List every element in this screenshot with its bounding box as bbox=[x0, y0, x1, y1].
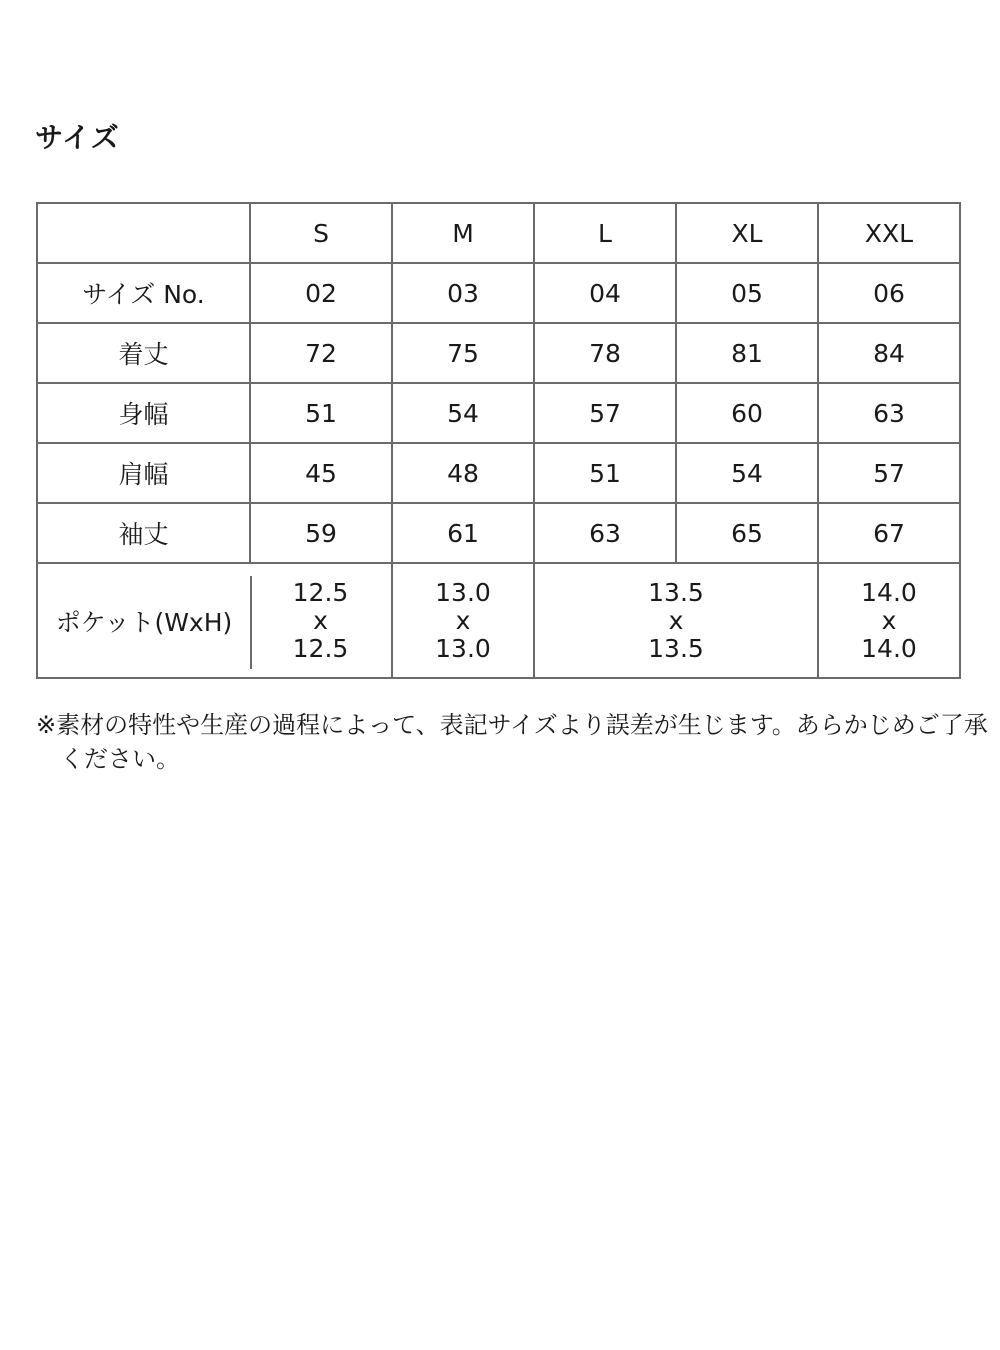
table-cell: 61 bbox=[392, 503, 534, 563]
pocket-width: 13.5 bbox=[648, 577, 704, 607]
pocket-width: 12.5 bbox=[292, 577, 349, 607]
pocket-cell-m bbox=[392, 563, 534, 678]
pocket-height: 12.5 bbox=[292, 633, 349, 663]
table-cell: 65 bbox=[676, 503, 818, 563]
table-cell: 06 bbox=[818, 263, 960, 323]
size-table bbox=[36, 202, 961, 679]
table-row-pocket bbox=[37, 563, 960, 678]
row-label: 着丈 bbox=[37, 323, 250, 383]
table-cell: 57 bbox=[534, 383, 676, 443]
header-cell-l: L bbox=[534, 203, 676, 263]
table-cell: 67 bbox=[818, 503, 960, 563]
header-cell-xxl: XXL bbox=[818, 203, 960, 263]
pocket-value bbox=[861, 579, 917, 663]
table-cell: 45 bbox=[250, 443, 392, 503]
row-label: ポケット(WxH) bbox=[37, 563, 250, 678]
table-cell: 81 bbox=[676, 323, 818, 383]
pocket-times: x bbox=[668, 605, 684, 635]
pocket-width: 13.0 bbox=[435, 577, 491, 607]
row-label: 袖丈 bbox=[37, 503, 250, 563]
pocket-value bbox=[435, 579, 491, 663]
table-cell: 51 bbox=[534, 443, 676, 503]
pocket-cell-s bbox=[250, 563, 392, 678]
table-cell: 48 bbox=[392, 443, 534, 503]
table-cell: 60 bbox=[676, 383, 818, 443]
table-cell: 05 bbox=[676, 263, 818, 323]
table-cell: 02 bbox=[250, 263, 392, 323]
pocket-height: 13.5 bbox=[648, 633, 704, 663]
header-cell-empty bbox=[37, 203, 250, 263]
header-cell-m: M bbox=[392, 203, 534, 263]
header-cell-s: S bbox=[250, 203, 392, 263]
table-cell: 54 bbox=[676, 443, 818, 503]
row-label: サイズ No. bbox=[37, 263, 250, 323]
table-cell: 84 bbox=[818, 323, 960, 383]
page-title: サイズ bbox=[35, 121, 120, 154]
table-row-width bbox=[37, 383, 960, 443]
table-cell: 57 bbox=[818, 443, 960, 503]
table-row-size-no bbox=[37, 263, 960, 323]
table-row-sleeve bbox=[37, 503, 960, 563]
table-cell: 63 bbox=[818, 383, 960, 443]
table-row-shoulder bbox=[37, 443, 960, 503]
table-cell: 78 bbox=[534, 323, 676, 383]
pocket-times: x bbox=[313, 605, 328, 635]
table-cell: 72 bbox=[250, 323, 392, 383]
row-label: 肩幅 bbox=[37, 443, 250, 503]
disclaimer-note: ※素材の特性や生産の過程によって、表記サイズより誤差が生じます。あらかじめご了承ください。 bbox=[36, 711, 988, 773]
pocket-times: x bbox=[455, 605, 471, 635]
table-cell: 04 bbox=[534, 263, 676, 323]
table-row-length bbox=[37, 323, 960, 383]
table-cell: 51 bbox=[250, 383, 392, 443]
pocket-width: 14.0 bbox=[861, 577, 917, 607]
table-cell: 59 bbox=[250, 503, 392, 563]
table-cell: 54 bbox=[392, 383, 534, 443]
pocket-value bbox=[648, 579, 704, 663]
table-cell: 63 bbox=[534, 503, 676, 563]
table-header-row bbox=[37, 203, 960, 263]
table-cell: 75 bbox=[392, 323, 534, 383]
pocket-height: 14.0 bbox=[861, 633, 917, 663]
row-label: 身幅 bbox=[37, 383, 250, 443]
pocket-value bbox=[293, 579, 349, 663]
pocket-height: 13.0 bbox=[435, 633, 491, 663]
header-cell-xl: XL bbox=[676, 203, 818, 263]
pocket-cell-xxl bbox=[818, 563, 960, 678]
pocket-times: x bbox=[881, 605, 897, 635]
pocket-cell-l-xl bbox=[534, 563, 818, 678]
table-cell: 03 bbox=[392, 263, 534, 323]
